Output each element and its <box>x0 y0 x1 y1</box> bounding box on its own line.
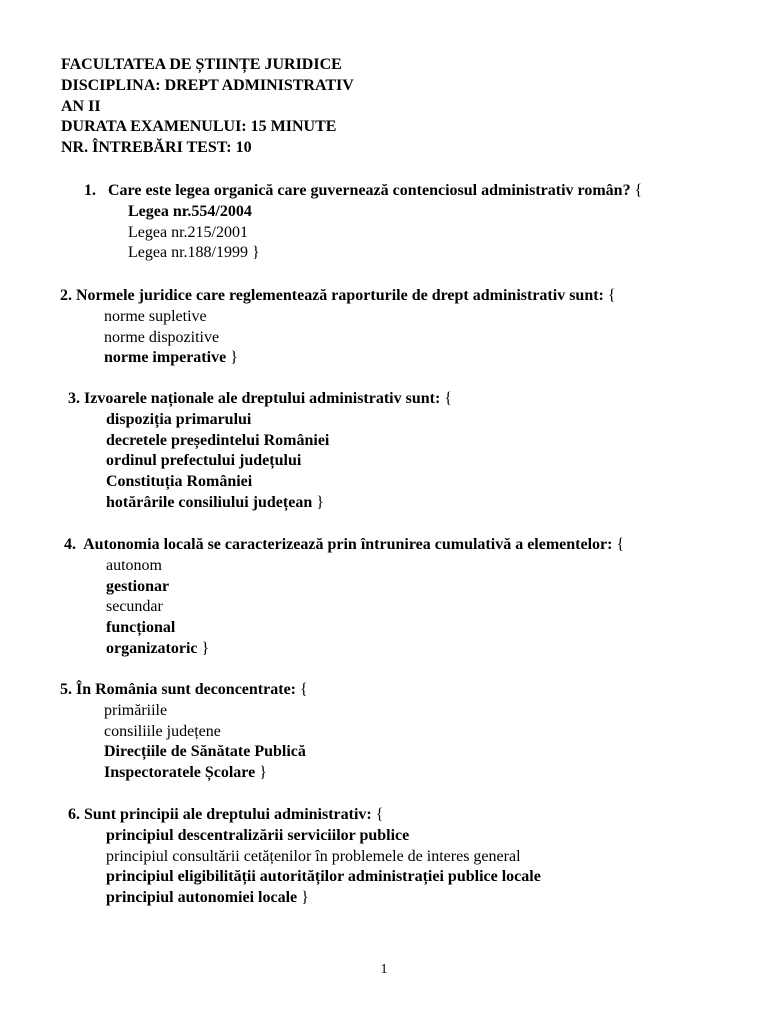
brace-close: } <box>197 639 210 657</box>
brace-open: { <box>630 182 643 199</box>
question-5 <box>60 680 308 784</box>
question-text: Care este legea organică care guvernează contenciosul administrativ român? <box>108 182 631 199</box>
question-2 <box>60 286 616 369</box>
exam-duration: DURATA EXAMENULUI: 15 MINUTE <box>61 118 337 136</box>
option: primăriile <box>104 701 168 719</box>
question-number: 5. <box>60 681 72 698</box>
option-correct: principiul autonomiei locale <box>106 889 298 907</box>
options-list <box>68 410 452 514</box>
question-5-line <box>60 680 308 701</box>
option-correct: Inspectoratele Școlare <box>104 764 256 782</box>
question-3-line <box>68 389 452 410</box>
option: autonom <box>106 556 162 574</box>
question-2-line <box>60 286 616 307</box>
question-number: 2. <box>60 287 72 304</box>
option-correct: Direcțiile de Sănătate Publică <box>104 743 306 761</box>
options-list <box>84 202 642 264</box>
faculty-title: FACULTATEA DE ȘTIINȚE JURIDICE <box>61 56 342 73</box>
options-list <box>68 826 541 909</box>
page-number: 1 <box>380 962 388 977</box>
brace-open: { <box>440 390 452 407</box>
option-correct: Constituția României <box>106 473 253 491</box>
option-correct: gestionar <box>106 577 170 595</box>
option: Legea nr.215/2001 <box>128 223 248 241</box>
option: secundar <box>106 598 163 616</box>
year-label: AN II <box>61 97 101 115</box>
question-count: NR. ÎNTREBĂRI TEST: 10 <box>61 139 252 157</box>
option: consiliile județene <box>104 722 221 740</box>
brace-close: } <box>297 889 309 907</box>
options-list <box>60 307 616 369</box>
question-text: În România sunt deconcentrate: <box>76 681 296 698</box>
brace-close: } <box>312 493 324 511</box>
option-correct: norme imperative <box>104 349 227 367</box>
brace-open: { <box>603 287 616 304</box>
option-correct: principiul eligibilității autorităților administrației publice locale <box>106 868 541 886</box>
brace-close: } <box>226 349 238 367</box>
brace-open: { <box>296 681 308 698</box>
question-1-line <box>84 181 642 202</box>
option-correct: organizatoric <box>106 639 198 657</box>
brace-open: { <box>612 536 625 553</box>
question-6-line <box>68 805 541 826</box>
option-correct: principiul descentralizării serviciilor publice <box>106 826 410 844</box>
option-correct: dispoziția primarului <box>106 410 252 428</box>
option-correct: hotărârile consiliului județean <box>106 493 313 511</box>
question-4 <box>64 535 624 660</box>
question-text: Sunt principii ale dreptului administrativ: <box>84 806 372 823</box>
question-3 <box>68 389 452 514</box>
brace-close: } <box>247 244 260 262</box>
question-number: 6. <box>68 806 80 823</box>
question-text: Autonomia locală se caracterizează prin întrunirea cumulativă a elementelor: <box>83 536 613 553</box>
option: norme supletive <box>104 307 207 325</box>
options-list <box>64 556 624 660</box>
brace-open: { <box>371 806 384 823</box>
question-number: 4. <box>64 536 76 553</box>
option: Legea nr.188/1999 <box>128 244 248 262</box>
discipline-title: DISCIPLINA: DREPT ADMINISTRATIV <box>61 76 354 94</box>
option-correct: funcțional <box>106 619 176 637</box>
options-list <box>60 701 308 784</box>
option-correct: ordinul prefectului județului <box>106 452 302 470</box>
question-number: 3. <box>68 390 80 407</box>
question-text: Normele juridice care reglementează raporturile de drept administrativ sunt: <box>76 287 604 304</box>
question-4-line <box>64 535 624 556</box>
question-6 <box>68 805 541 909</box>
question-text: Izvoarele naționale ale dreptului administrativ sunt: <box>84 390 441 407</box>
question-number: 1. <box>84 182 96 199</box>
option: norme dispozitive <box>104 328 220 346</box>
option-correct: decretele președintelui României <box>106 431 330 449</box>
option: principiul consultării cetățenilor în problemele de interes general <box>106 847 521 865</box>
question-1 <box>84 181 642 264</box>
document-header <box>61 55 354 159</box>
brace-close: } <box>255 764 267 782</box>
option-correct: Legea nr.554/2004 <box>128 202 252 220</box>
